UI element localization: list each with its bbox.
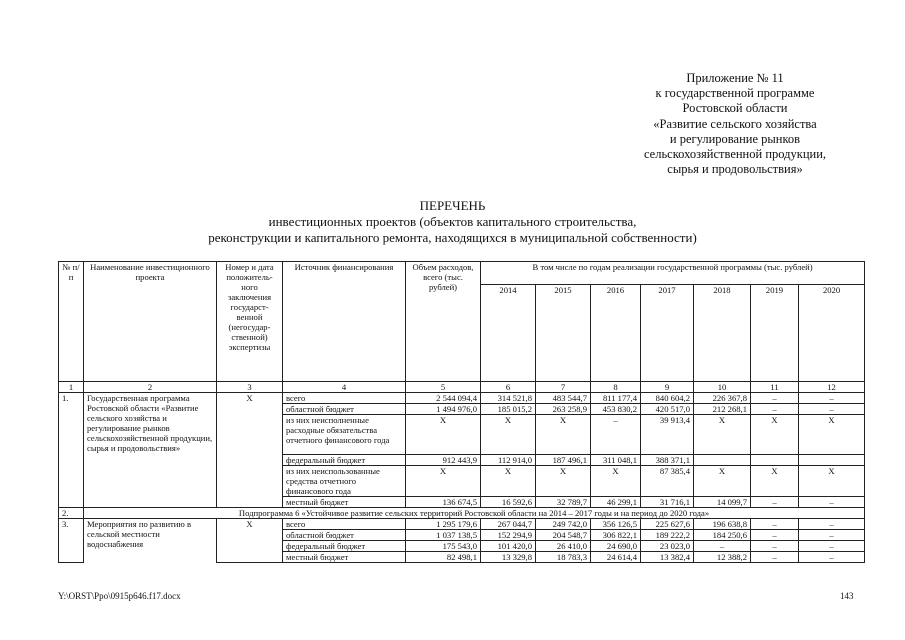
year-cell: 184 250,6 [694, 530, 751, 541]
year-cell: 46 299,1 [591, 497, 641, 508]
year-cell: – [799, 404, 865, 415]
appendix-line: «Развитие сельского хозяйства [653, 116, 817, 131]
year-cell: 13 382,4 [641, 552, 694, 563]
volume-cell: 82 498,1 [406, 552, 481, 563]
row-num: 2. [59, 508, 84, 519]
year-cell: Х [536, 466, 591, 497]
appendix-line: сельскохозяйственной продукции, [643, 147, 827, 162]
column-number: 6 [481, 382, 536, 393]
header-num: № п/п [59, 262, 84, 382]
source-cell: областной бюджет [283, 530, 406, 541]
source-cell: из них неисполненные расходные обязательства отчетного финансового года [283, 415, 406, 455]
appendix-block [600, 71, 870, 177]
year-cell: 31 716,1 [641, 497, 694, 508]
column-number-row [59, 382, 865, 393]
year-cell: 101 420,0 [481, 541, 536, 552]
volume-cell: 1 494 976,0 [406, 404, 481, 415]
column-number: 4 [283, 382, 406, 393]
year-cell: 263 258,9 [536, 404, 591, 415]
source-cell: местный бюджет [283, 552, 406, 563]
year-cell: 388 371,1 [641, 455, 694, 466]
year-cell: 24 690,0 [591, 541, 641, 552]
year-cell: 152 294,9 [481, 530, 536, 541]
header-source: Источник финансирования [283, 262, 406, 382]
year-cell: – [799, 393, 865, 404]
source-cell: областной бюджет [283, 404, 406, 415]
column-number: 1 [59, 382, 84, 393]
year-cell: 204 548,7 [536, 530, 591, 541]
year-cell: – [799, 497, 865, 508]
header-year: 2015 [536, 285, 591, 382]
year-cell: 13 329,8 [481, 552, 536, 563]
header-year: 2018 [694, 285, 751, 382]
year-cell: – [799, 541, 865, 552]
volume-cell: 136 674,5 [406, 497, 481, 508]
year-cell: – [751, 552, 799, 563]
header-name: Наименование инвестиционного проекта [84, 262, 217, 382]
year-cell: 39 913,4 [641, 415, 694, 455]
volume-cell: Х [406, 415, 481, 455]
year-cell: 249 742,0 [536, 519, 591, 530]
column-number: 7 [536, 382, 591, 393]
header-year: 2014 [481, 285, 536, 382]
year-cell: 356 126,5 [591, 519, 641, 530]
header-year: 2017 [641, 285, 694, 382]
expertise-cell: Х [217, 519, 283, 530]
source-cell: федеральный бюджет [283, 541, 406, 552]
expertise-cell: Х [217, 393, 283, 404]
year-cell: 306 822,1 [591, 530, 641, 541]
project-name: Государственная программа Ростовской области «Развитие сельского хозяйства и регулирование рынков сельскохозяйственной продукции, сырья и продовольствия» [84, 393, 217, 508]
document-title-line: инвестиционных проектов (объектов капитального строительства, [268, 214, 637, 229]
column-number: 9 [641, 382, 694, 393]
year-cell: 187 496,1 [536, 455, 591, 466]
column-number: 5 [406, 382, 481, 393]
column-number: 11 [751, 382, 799, 393]
year-cell: – [751, 404, 799, 415]
year-cell: 311 048,1 [591, 455, 641, 466]
column-number: 8 [591, 382, 641, 393]
year-cell: 189 222,2 [641, 530, 694, 541]
year-cell [751, 455, 799, 466]
year-cell: 212 268,1 [694, 404, 751, 415]
year-cell [694, 455, 751, 466]
year-cell: Х [751, 415, 799, 455]
year-cell: Х [536, 415, 591, 455]
appendix-line: и регулирование рынков [669, 131, 801, 146]
year-cell: 420 517,0 [641, 404, 694, 415]
volume-cell: 175 543,0 [406, 541, 481, 552]
appendix-line: Приложение № 11 [686, 71, 784, 85]
year-cell: 87 385,4 [641, 466, 694, 497]
year-cell: 225 627,6 [641, 519, 694, 530]
header-year: 2016 [591, 285, 641, 382]
row-num: 3. [59, 519, 84, 530]
volume-cell: Х [406, 466, 481, 497]
document-heading: ПЕРЕЧЕНЬ [419, 198, 486, 213]
year-cell: 14 099,7 [694, 497, 751, 508]
table-row [59, 519, 865, 530]
volume-cell: 2 544 094,4 [406, 393, 481, 404]
source-cell: федеральный бюджет [283, 455, 406, 466]
source-cell: из них неиспользованные средства отчетного финансового года [283, 466, 406, 497]
year-cell [799, 455, 865, 466]
header-year: 2019 [751, 285, 799, 382]
year-cell: 32 789,7 [536, 497, 591, 508]
year-cell: Х [751, 466, 799, 497]
year-cell: 226 367,8 [694, 393, 751, 404]
volume-cell: 1 037 138,5 [406, 530, 481, 541]
column-number: 3 [217, 382, 283, 393]
year-cell: 12 388,2 [694, 552, 751, 563]
year-cell: 267 044,7 [481, 519, 536, 530]
year-cell: – [751, 530, 799, 541]
year-cell: – [751, 519, 799, 530]
column-number: 10 [694, 382, 751, 393]
year-cell: 112 914,0 [481, 455, 536, 466]
year-cell: 185 015,2 [481, 404, 536, 415]
row-num: 1. [59, 393, 84, 404]
footer-file-path: Y:\ORST\Ppo\0915p646.f17.docx [58, 591, 181, 601]
appendix-line: Ростовской области [682, 101, 788, 116]
year-cell: Х [481, 466, 536, 497]
year-cell: 453 830,2 [591, 404, 641, 415]
year-cell: Х [799, 415, 865, 455]
year-cell: 840 604,2 [641, 393, 694, 404]
table-row [59, 393, 865, 404]
project-name: Мероприятия по развитию в сельской местности водоснабжения [84, 519, 217, 563]
subprogram-title: Подпрограмма 6 «Устойчивое развитие сельских территорий Ростовской области на 2014 – 2017 годы и на период до 2020 года» [84, 508, 865, 519]
year-cell: Х [481, 415, 536, 455]
year-cell: – [751, 393, 799, 404]
year-cell: Х [799, 466, 865, 497]
year-cell: 196 638,8 [694, 519, 751, 530]
year-cell: – [694, 541, 751, 552]
year-cell: – [751, 497, 799, 508]
footer-page-number: 143 [840, 591, 854, 601]
year-cell: – [799, 530, 865, 541]
investment-projects-table [58, 261, 865, 563]
year-cell: 18 783,3 [536, 552, 591, 563]
year-cell: 24 614,4 [591, 552, 641, 563]
year-cell: 314 521,8 [481, 393, 536, 404]
appendix-line: к государственной программе [655, 86, 815, 101]
volume-cell: 912 443,9 [406, 455, 481, 466]
header-expertise: Номер и дата положитель-ного заключения государст-венной (негосудар-ственной) экспертизы [217, 262, 283, 382]
document-title-line: реконструкции и капитального ремонта, находящихся в муниципальной собственности) [208, 230, 697, 245]
header-volume: Объем расходов, всего (тыс. рублей) [406, 262, 481, 382]
table-row [59, 508, 865, 519]
header-year: 2020 [799, 285, 865, 382]
appendix-line: сырья и продовольствия» [667, 162, 803, 177]
year-cell: 23 023,0 [641, 541, 694, 552]
year-cell: – [751, 541, 799, 552]
year-cell: 483 544,7 [536, 393, 591, 404]
year-cell: – [591, 415, 641, 455]
source-cell: местный бюджет [283, 497, 406, 508]
volume-cell: 1 295 179,6 [406, 519, 481, 530]
year-cell: – [799, 552, 865, 563]
year-cell: 811 177,4 [591, 393, 641, 404]
source-cell: всего [283, 519, 406, 530]
year-cell: Х [694, 466, 751, 497]
column-number: 12 [799, 382, 865, 393]
header-years-group: В том числе по годам реализации государственной программы (тыс. рублей) [481, 262, 865, 285]
year-cell: Х [591, 466, 641, 497]
year-cell: – [799, 519, 865, 530]
year-cell: Х [694, 415, 751, 455]
year-cell: 16 592,6 [481, 497, 536, 508]
source-cell: всего [283, 393, 406, 404]
column-number: 2 [84, 382, 217, 393]
year-cell: 26 410,0 [536, 541, 591, 552]
